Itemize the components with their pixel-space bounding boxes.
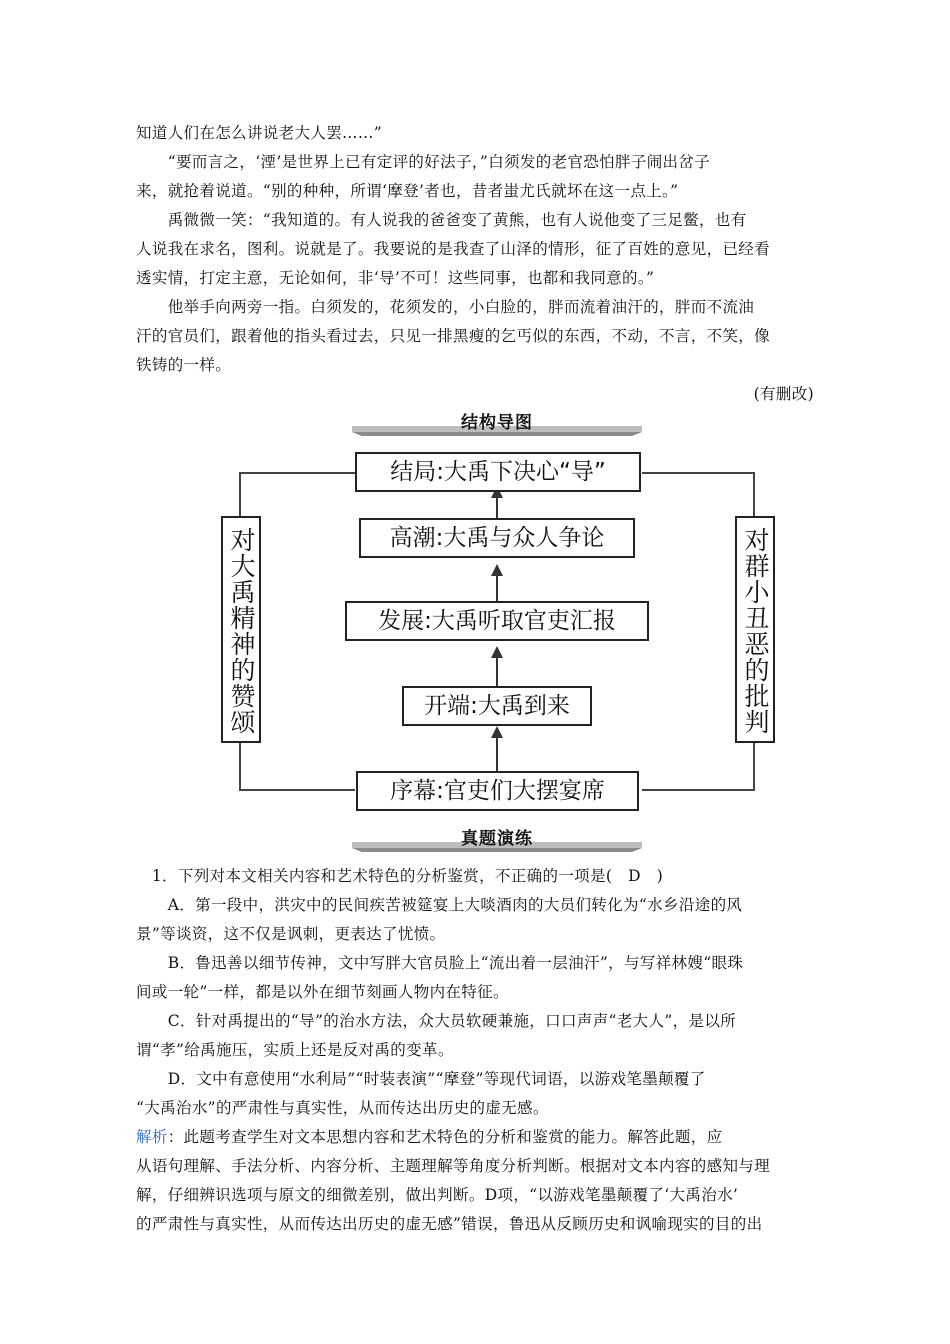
passage-line: “要而言之，‘湮’是世界上已有定评的好法子，”白须发的老官恐怕胖子闹出岔子 [136,153,711,171]
question-stem: 1．下列对本文相关内容和艺术特色的分析鉴赏，不正确的一项是( D ) [136,867,664,885]
node-prologue: 序幕:官吏们大摆宴席 [356,771,639,811]
structure-heading: 结构导图 [461,413,533,433]
passage-line: 来，就抢着说道。“别的种种，所谓‘摩登’者也，昔者蚩尤氏就坏在这一点上。” [136,182,679,200]
passage-line: 禹微微一笑：“我知道的。有人说我的爸爸变了黄熊，也有人说他变了三足鳖，也有 [136,211,747,229]
analysis-first-line [136,1127,814,1147]
analysis-line: 解，仔细辨识选项与原文的细微差别，做出判断。D项，“以游戏笔墨颠覆了‘大禹治水’ [136,1186,739,1204]
passage-line: 知道人们在怎么讲说老大人罢……” [136,124,383,142]
practice-heading-banner [352,820,642,854]
option-line: C．针对禹提出的“导”的治水方法，众大员软硬兼施，口口声声“老大人”，是以所 [136,1012,737,1030]
option-line: 景”等谈资，这不仅是讽刺，更表达了忧愤。 [136,925,446,943]
passage-line: 透实情，打定主意，无论如何，非‘导’不可！这些同事，也都和我同意的。” [136,269,655,287]
option-line: B．鲁迅善以细节传神，文中写胖大官员脸上“流出着一层油汗”，与写祥林嫂“眼珠 [136,954,744,972]
analysis-text: ：此题考查学生对文本思想内容和艺术特色的分析和鉴赏的能力。解答此题，应 [167,1128,723,1146]
option-line: A．第一段中，洪灾中的民间疾苦被筵宴上大啖酒肉的大员们转化为“水乡沿途的风 [136,896,743,914]
passage-line: 人说我在求名，图利。说就是了。我要说的是我查了山泽的情形，征了百姓的意见，已经看 [136,240,771,258]
source-note: (有删改) [753,385,814,403]
analysis-label: 解析 [136,1128,168,1146]
left-theme-label: 对大禹精神的赞颂 [221,516,261,743]
node-ending: 结局:大禹下决心“导” [355,452,641,492]
passage-line: 汗的官员们，跟着他的指头看过去，只见一排黑瘦的乞丐似的东西，不动，不言，不笑，像 [136,327,771,345]
passage-line: 铁铸的一样。 [136,356,232,374]
analysis-line: 的严肃性与真实性，从而传达出历史的虚无感”错误，鲁迅从反顾历史和讽喻现实的目的出 [136,1215,763,1233]
node-climax: 高潮:大禹与众人争论 [359,518,635,558]
node-beginning: 开端:大禹到来 [402,686,592,726]
option-line: D．文中有意使用“水利局”“时装表演”“摩登”等现代词语，以游戏笔墨颠覆了 [136,1070,706,1088]
analysis-line: 从语句理解、手法分析、内容分析、主题理解等角度分析判断。根据对文本内容的感知与理 [136,1157,771,1175]
practice-heading: 真题演练 [461,829,533,849]
option-line: “大禹治水”的严肃性与真实性，从而传达出历史的虚无感。 [136,1099,549,1117]
option-line: 谓“孝”给禹施压，实质上还是反对禹的变革。 [136,1041,454,1059]
right-theme-label: 对群小丑恶的批判 [735,516,775,743]
option-line: 间或一轮”一样，都是以外在细节刻画人物内在特征。 [136,983,509,1001]
node-development: 发展:大禹听取官吏汇报 [345,601,649,641]
structure-heading-banner [352,404,642,438]
passage-line: 他举手向两旁一指。白须发的，花须发的，小白脸的，胖而流着油汗的，胖而不流油 [136,298,755,316]
